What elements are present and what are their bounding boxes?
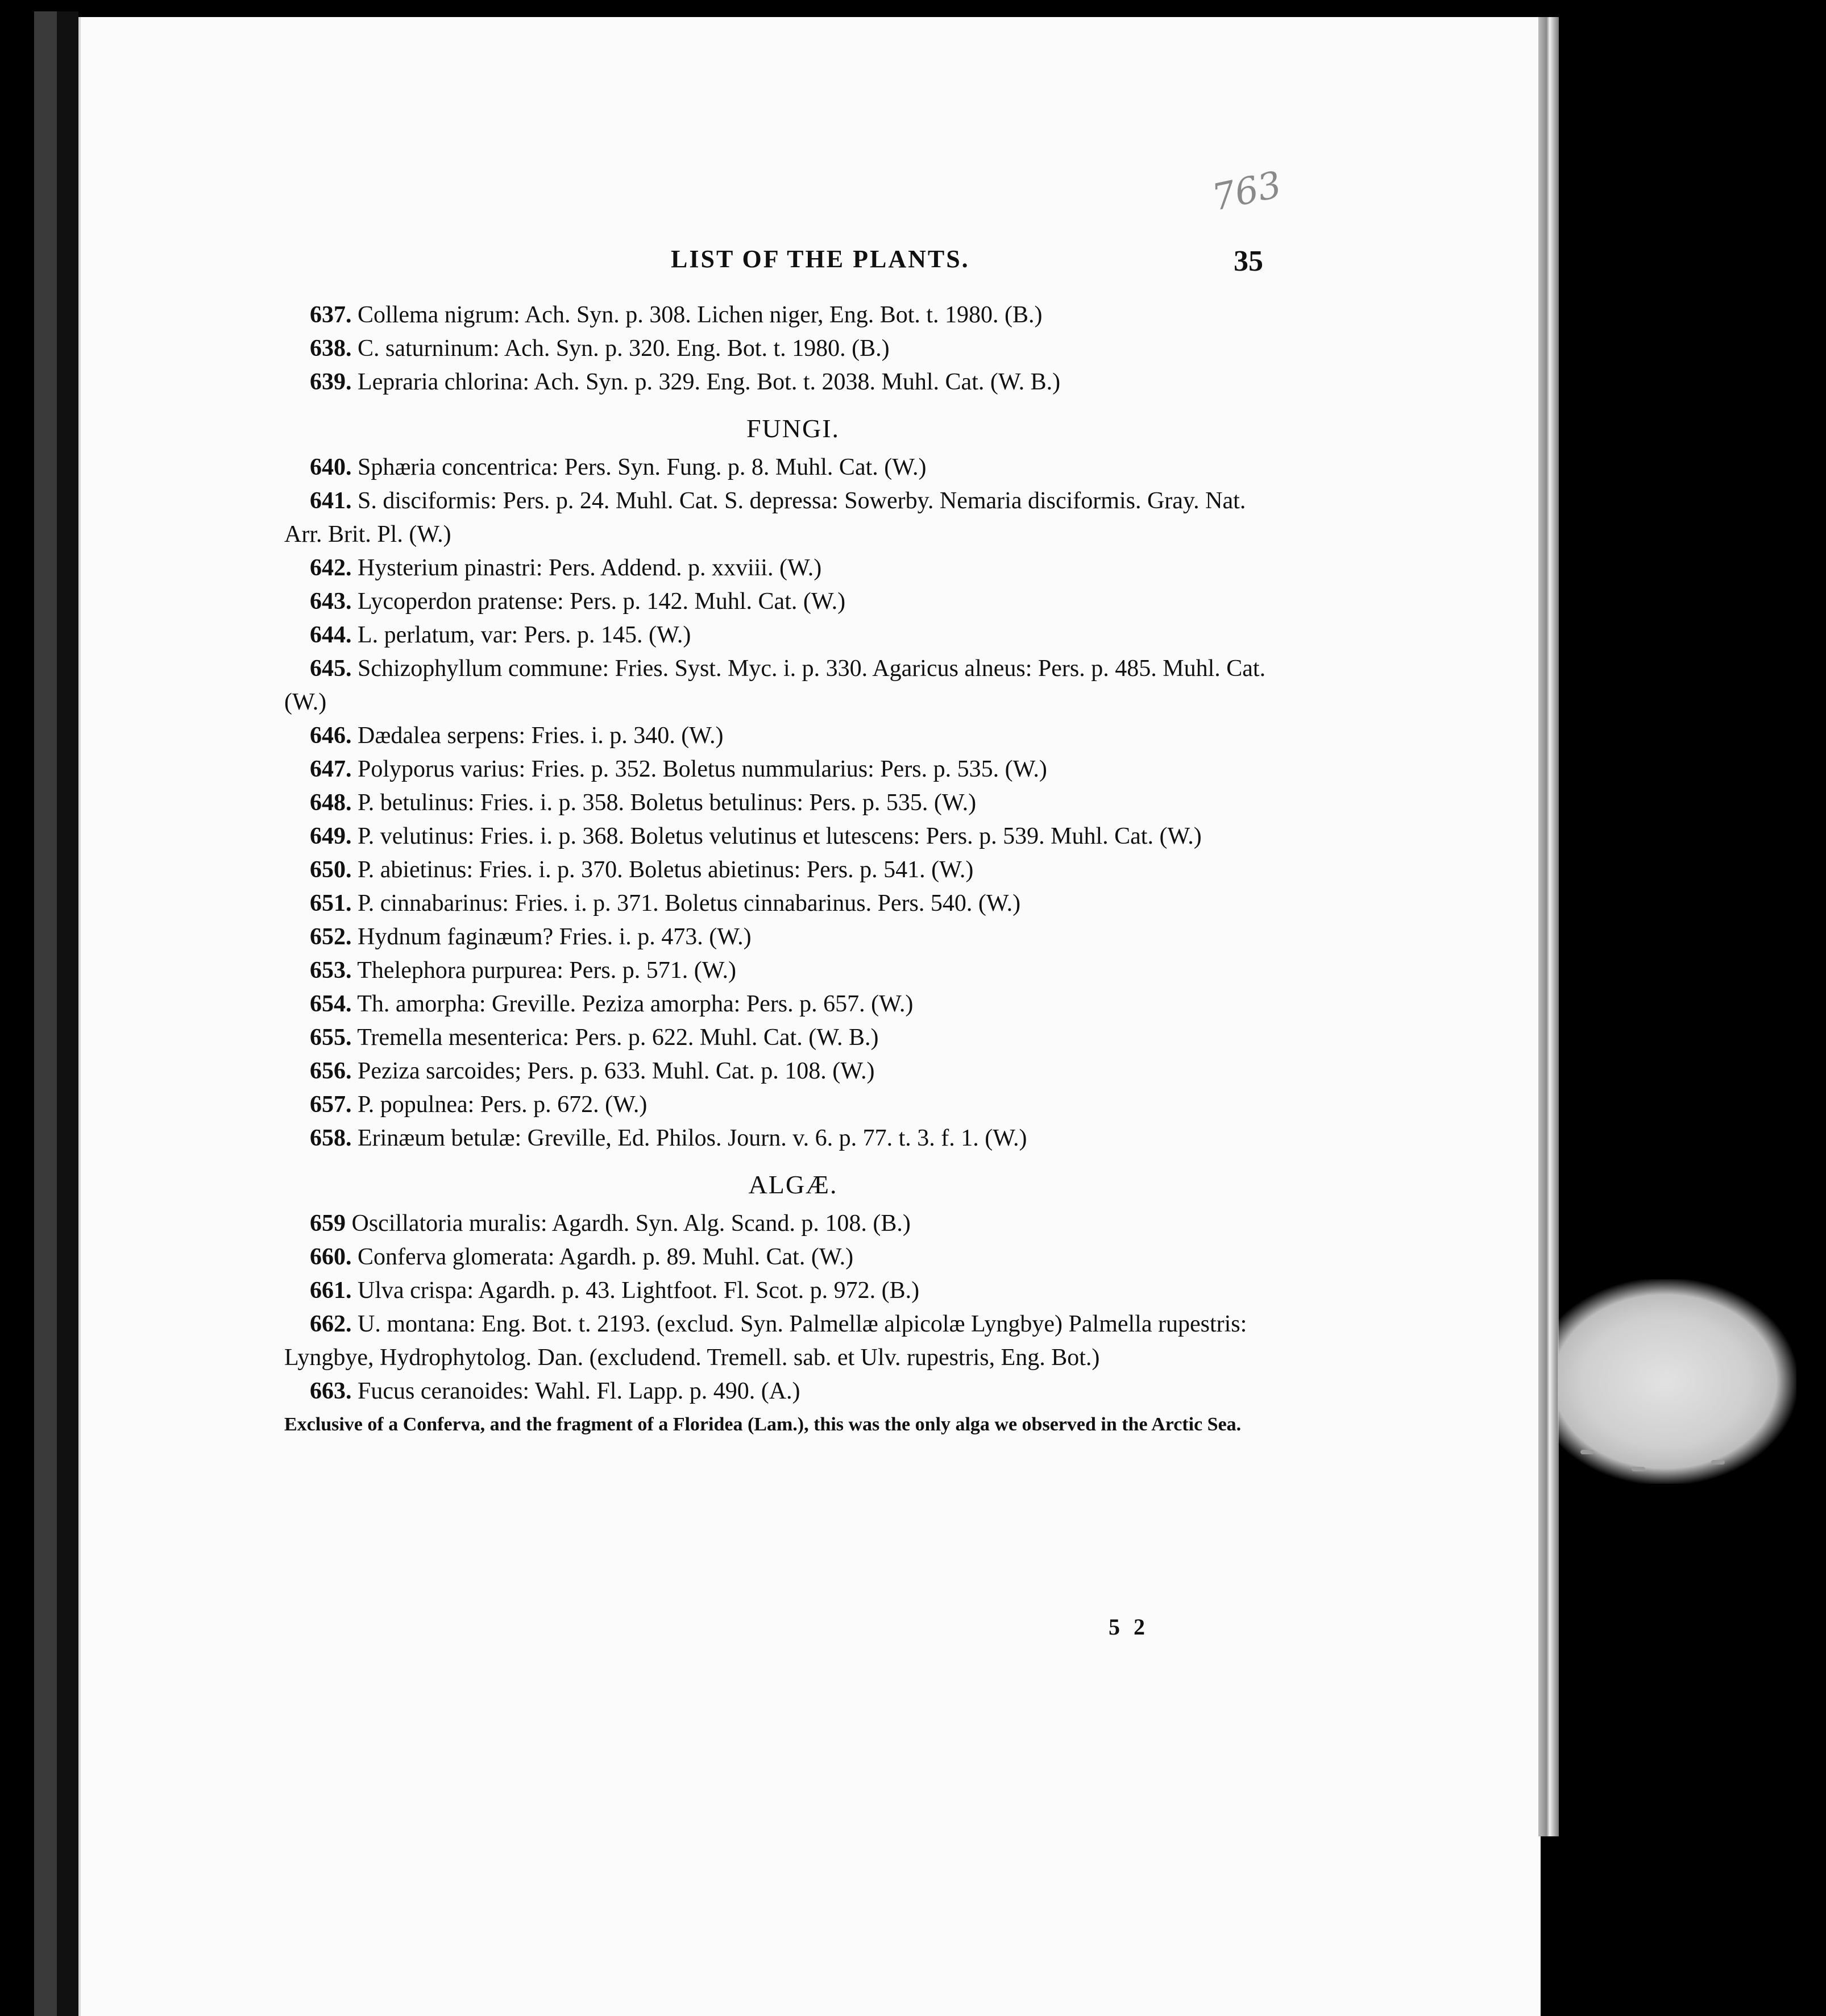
list-entry <box>310 1274 1276 1308</box>
entry-number: 654. <box>310 991 352 1017</box>
list-entry <box>310 1021 1276 1055</box>
entry-text: P. velutinus: Fries. i. p. 368. Boletus velutinus et lutescens: Pers. p. 539. Muhl. Cat. (W.) <box>358 823 1202 849</box>
entry-text: L. perlatum, var: Pers. p. 145. (W.) <box>358 622 691 648</box>
entry-number: 643. <box>310 588 352 615</box>
list-entry <box>310 853 1276 887</box>
list-entry <box>284 1308 1276 1375</box>
entry-text: P. populnea: Pers. p. 672. (W.) <box>358 1092 648 1118</box>
entry-number: 638. <box>310 335 352 362</box>
entry-text: Erinæum betulæ: Greville, Ed. Philos. Journ. v. 6. p. 77. t. 3. f. 1. (W.) <box>358 1125 1027 1151</box>
entry-text: U. montana: Eng. Bot. t. 2193. (exclud. Syn. Palmellæ alpicolæ Lyngbye) Palmella rupestris: Lyngbye, Hydrophytolog. Dan. (excludend. Tremell. sab. et Ulv. rupestris, Eng. Bot.) <box>284 1311 1247 1371</box>
entry-number: 637. <box>310 302 352 328</box>
entry-text: Oscillatoria muralis: Agardh. Syn. Alg. Scand. p. 108. (B.) <box>351 1210 911 1237</box>
entry-number: 651. <box>310 890 352 916</box>
list-entry <box>310 1375 1276 1408</box>
left-page-edge <box>34 11 57 2016</box>
entry-number: 660. <box>310 1244 352 1270</box>
signature-mark: 52 <box>1109 1614 1159 1640</box>
footnote: Exclusive of a Conferva, and the fragment of a Floridea (Lam.), this was the only alga we observed in the Arctic Sea. <box>284 1414 1242 1435</box>
entry-text: Peziza sarcoides; Pers. p. 633. Muhl. Cat. p. 108. (W.) <box>358 1058 875 1084</box>
list-entry <box>310 820 1276 853</box>
section-heading-algae: ALGÆ. <box>748 1170 838 1199</box>
page-right-edge <box>1538 17 1559 1836</box>
entry-number: 658. <box>310 1125 352 1151</box>
entry-text: S. disciformis: Pers. p. 24. Muhl. Cat. S. depressa: Sowerby. Nemaria disciformis. Gray. Nat. Arr. Brit. Pl. (W.) <box>284 488 1246 547</box>
list-entry <box>310 753 1276 786</box>
list-entry <box>310 1055 1276 1088</box>
list-entry <box>284 484 1276 551</box>
entry-number: 663. <box>310 1378 352 1404</box>
entry-text: Ulva crispa: Agardh. p. 43. Lightfoot. Fl. Scot. p. 972. (B.) <box>358 1277 920 1304</box>
entry-number: 648. <box>310 790 352 816</box>
entry-text: Sphæria concentrica: Pers. Syn. Fung. p. 8. Muhl. Cat. (W.) <box>358 454 927 480</box>
entry-text: Lycoperdon pratense: Pers. p. 142. Muhl. Cat. (W.) <box>358 588 846 615</box>
entry-number: 647. <box>310 756 352 782</box>
entry-number: 662. <box>310 1311 352 1337</box>
handwritten-note: 763 <box>1208 164 1285 219</box>
entry-number: 657. <box>310 1092 352 1118</box>
list-entry <box>310 988 1276 1021</box>
list-entry <box>310 786 1276 820</box>
stain-fleck <box>1580 1450 1594 1454</box>
entry-number: 644. <box>310 622 352 648</box>
entry-number: 650. <box>310 857 352 883</box>
entry-number: 661. <box>310 1277 352 1304</box>
running-head: LIST OF THE PLANTS. <box>671 245 970 273</box>
list-entry <box>310 366 1276 399</box>
list-entry <box>310 551 1276 585</box>
entry-text: Schizophyllum commune: Fries. Syst. Myc. i. p. 330. Agaricus alneus: Pers. p. 485. Muhl. Cat. (W.) <box>284 656 1266 715</box>
list-entry <box>310 920 1276 954</box>
list-entry <box>310 585 1276 619</box>
list-entry <box>310 954 1276 988</box>
entry-text: P. cinnabarinus: Fries. i. p. 371. Boletus cinnabarinus. Pers. 540. (W.) <box>358 890 1021 916</box>
entry-number: 653. <box>310 957 352 984</box>
entry-text: Th. amorpha: Greville. Peziza amorpha: Pers. p. 657. (W.) <box>357 991 914 1017</box>
list-entry <box>310 619 1276 652</box>
entry-number: 656. <box>310 1058 352 1084</box>
stain-fleck <box>1632 1467 1645 1471</box>
entry-text: Hydnum faginæum? Fries. i. p. 473. (W.) <box>358 924 752 950</box>
list-entry <box>310 298 1276 332</box>
list-entry <box>310 451 1276 484</box>
entry-text: Fucus ceranoides: Wahl. Fl. Lapp. p. 490. (A.) <box>358 1378 800 1404</box>
entry-number: 655. <box>310 1024 352 1051</box>
list-entry <box>310 1207 1276 1241</box>
entry-text: Conferva glomerata: Agardh. p. 89. Muhl. Cat. (W.) <box>358 1244 854 1270</box>
entry-number: 640. <box>310 454 352 480</box>
page-gutter <box>57 11 78 2016</box>
list-entry <box>310 887 1276 920</box>
entry-text: P. betulinus: Fries. i. p. 358. Boletus betulinus: Pers. p. 535. (W.) <box>358 790 977 816</box>
page-number: 35 <box>1234 245 1263 277</box>
list-entry <box>284 652 1276 719</box>
entry-number: 641. <box>310 488 352 514</box>
stain-fleck <box>1711 1460 1725 1465</box>
paper-stain <box>1558 1279 1796 1484</box>
section-heading-fungi: FUNGI. <box>746 414 840 443</box>
plant-list <box>284 298 1276 1439</box>
entry-number: 659 <box>310 1210 346 1237</box>
entry-text: Collema nigrum: Ach. Syn. p. 308. Lichen niger, Eng. Bot. t. 1980. (B.) <box>358 302 1043 328</box>
list-entry <box>310 1088 1276 1122</box>
entry-text: Thelephora purpurea: Pers. p. 571. (W.) <box>357 957 736 984</box>
entry-number: 646. <box>310 723 352 749</box>
list-entry <box>310 1241 1276 1274</box>
list-entry <box>310 719 1276 753</box>
entry-number: 649. <box>310 823 352 849</box>
entry-text: Hysterium pinastri: Pers. Addend. p. xxviii. (W.) <box>358 555 822 581</box>
list-entry <box>310 332 1276 366</box>
entry-number: 652. <box>310 924 352 950</box>
entry-text: Tremella mesenterica: Pers. p. 622. Muhl. Cat. (W. B.) <box>357 1024 879 1051</box>
entry-text: Polyporus varius: Fries. p. 352. Boletus nummularius: Pers. p. 535. (W.) <box>358 756 1047 782</box>
entry-number: 645. <box>310 656 352 682</box>
entry-number: 639. <box>310 369 352 395</box>
entry-text: Lepraria chlorina: Ach. Syn. p. 329. Eng. Bot. t. 2038. Muhl. Cat. (W. B.) <box>358 369 1061 395</box>
entry-text: C. saturninum: Ach. Syn. p. 320. Eng. Bot. t. 1980. (B.) <box>358 335 890 362</box>
entry-number: 642. <box>310 555 352 581</box>
list-entry <box>310 1122 1276 1155</box>
entry-text: P. abietinus: Fries. i. p. 370. Boletus abietinus: Pers. p. 541. (W.) <box>358 857 974 883</box>
entry-text: Dædalea serpens: Fries. i. p. 340. (W.) <box>358 723 724 749</box>
